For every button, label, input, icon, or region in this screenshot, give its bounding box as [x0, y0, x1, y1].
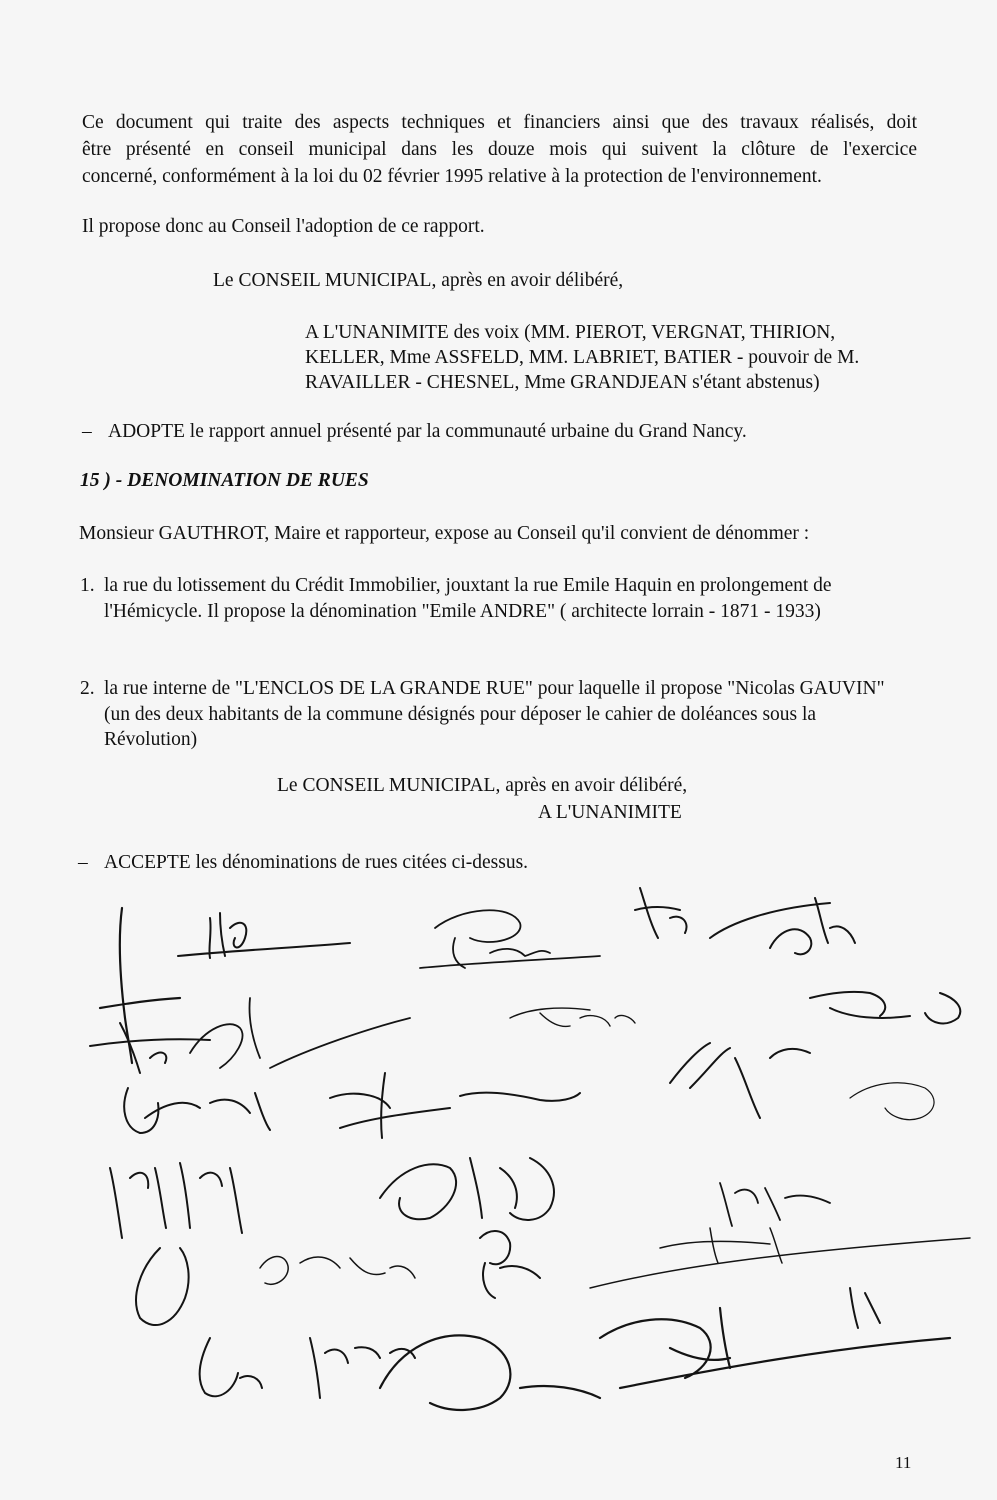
decision-accepte-text: ACCEPTE les dénominations de rues citées ci-dessus.: [104, 852, 529, 873]
signature: [260, 1256, 415, 1284]
signature: [420, 910, 600, 968]
list-item: [80, 676, 910, 756]
vote-line-3: RAVAILLER - CHESNEL, Mme GRANDJEAN s'étant abstenus): [305, 372, 820, 393]
section-heading: 15 ) - DENOMINATION DE RUES: [80, 470, 369, 491]
signature: [850, 1288, 880, 1328]
vote-line-2: KELLER, Mme ASSFELD, MM. LABRIET, BATIER - pouvoir de M.: [305, 347, 860, 368]
intro-line-2: être présenté en conseil municipal dans les douze mois qui suivent la clôture de l'exercice: [82, 139, 917, 160]
list-item-number: 1.: [80, 575, 95, 596]
signatures-block: [70, 868, 990, 1458]
signature: [510, 1008, 635, 1026]
signature: [190, 998, 410, 1068]
section-intro: Monsieur GAUTHROT, Maire et rapporteur, expose au Conseil qu'il convient de dénommer :: [79, 523, 810, 544]
intro-line-3: concerné, conformément à la loi du 02 février 1995 relative à la protection de l'environnement.: [82, 166, 822, 187]
signature: [330, 1073, 580, 1138]
signature: [380, 1335, 600, 1410]
decision-dash: –: [78, 852, 88, 873]
signature: [380, 1158, 554, 1220]
signature: [480, 1231, 540, 1298]
list-item-text: la rue interne de "L'ENCLOS DE LA GRANDE RUE" pour laquelle il propose "Nicolas GAUVIN" (un des deux habitants de la commune désignés pour déposer le cahier de doléances sous la Révolution): [104, 678, 885, 751]
vote-unanimite: A L'UNANIMITE: [538, 802, 682, 823]
signature: [310, 1338, 415, 1398]
list-item-number: 2.: [80, 678, 95, 699]
decision-adopte-text: ADOPTE le rapport annuel présenté par la communauté urbaine du Grand Nancy.: [108, 421, 747, 442]
page-number: 11: [895, 1453, 912, 1472]
intro-line-1: Ce document qui traite des aspects techniques et financiers ainsi que des travaux réalisés, doit: [82, 112, 917, 133]
council-deliberation-1: Le CONSEIL MUNICIPAL, après en avoir délibéré,: [213, 270, 624, 291]
signature: [810, 992, 960, 1024]
signature: [124, 1088, 270, 1133]
signature: [850, 1083, 934, 1120]
council-deliberation-2: Le CONSEIL MUNICIPAL, après en avoir délibéré,: [277, 775, 688, 796]
signature: [670, 1043, 810, 1118]
signature: [136, 1248, 189, 1325]
signature: [720, 1183, 830, 1226]
signature: [635, 888, 855, 954]
proposal-text: Il propose donc au Conseil l'adoption de ce rapport.: [82, 216, 485, 237]
signature: [600, 1308, 950, 1388]
decision-adopte: [82, 419, 747, 445]
decision-dash: –: [82, 421, 92, 442]
signature: [200, 1338, 262, 1396]
signature: [178, 913, 350, 958]
signature: [110, 1163, 242, 1238]
list-item-text: la rue du lotissement du Crédit Immobilier, jouxtant la rue Emile Haquin en prolongement de l'Hémicycle. Il propose la dénomination "Emile ANDRE" ( architecte lorrain - 1871 - 1933): [104, 575, 832, 622]
vote-line-1: A L'UNANIMITE des voix (MM. PIEROT, VERGNAT, THIRION,: [305, 322, 836, 343]
signature: [90, 1023, 210, 1073]
list-item: [80, 573, 910, 653]
signature: [590, 1228, 970, 1288]
